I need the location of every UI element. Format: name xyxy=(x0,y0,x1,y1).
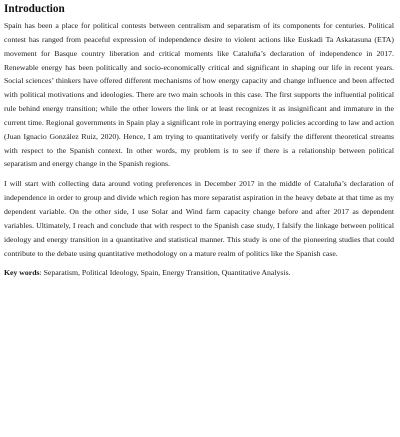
paragraph-method: I will start with collecting data around voting preferences in December 2017 in the middle of Cataluña’s declaration of independence in order to group and divide which region has more separatist aspiration in the heavy debate at that time as my dependent variable. On the other side, I use Solar and Wind farm capacity change before and after 2017 as dependent variables. Ultimately, I reach and conclude that with respect to the Spanish case study, I falsify the linkage between political ideology and energy transition in a quantitative and statistical manner. This study is one of the pioneering studies that could contribute to the debate using quantitative methodology on a mature realm of politics like the Spanish case. xyxy=(4,179,394,258)
keywords-line xyxy=(4,266,394,279)
keywords-label: Key words xyxy=(4,268,40,278)
document-page xyxy=(4,0,394,279)
paragraph-intro: Spain has been a place for political contests between centralism and separatism of its components for centuries. Political contest has ranged from peaceful expression of independence desire to violent actions like Euskadi Ta Askatasuna (ETA) movement for Basque country liberation and critical moments like Cataluña’s declaration of independence in 2017. Renewable energy has been politically and socio-economically critical and significant in shaping our life in recent years. Social sciences’ thinkers have offered different mechanisms of how energy capacity and change influence and been affected with political motivations and ideologies. There are two main schools in this case. The first supports the influential political rule behind energy transition; while the other lowers the link or at least recognizes it as insignificant and immature in the current time. Regional governments in Spain play a significant role in portraying energy policies according to law and action (Juan Ignacio González Ruiz, 2020). Hence, I am trying to quantitatively verify or falsify the different theoretical streams with respect to the Spanish context. In other words, my problem is to see if there is a relationship between political separatism and energy change in the Spanish regions. xyxy=(4,21,394,169)
section-heading: Introduction xyxy=(4,3,65,15)
keywords-text: : Separatism, Political Ideology, Spain, Energy Transition, Quantitative Analysis. xyxy=(39,268,291,278)
